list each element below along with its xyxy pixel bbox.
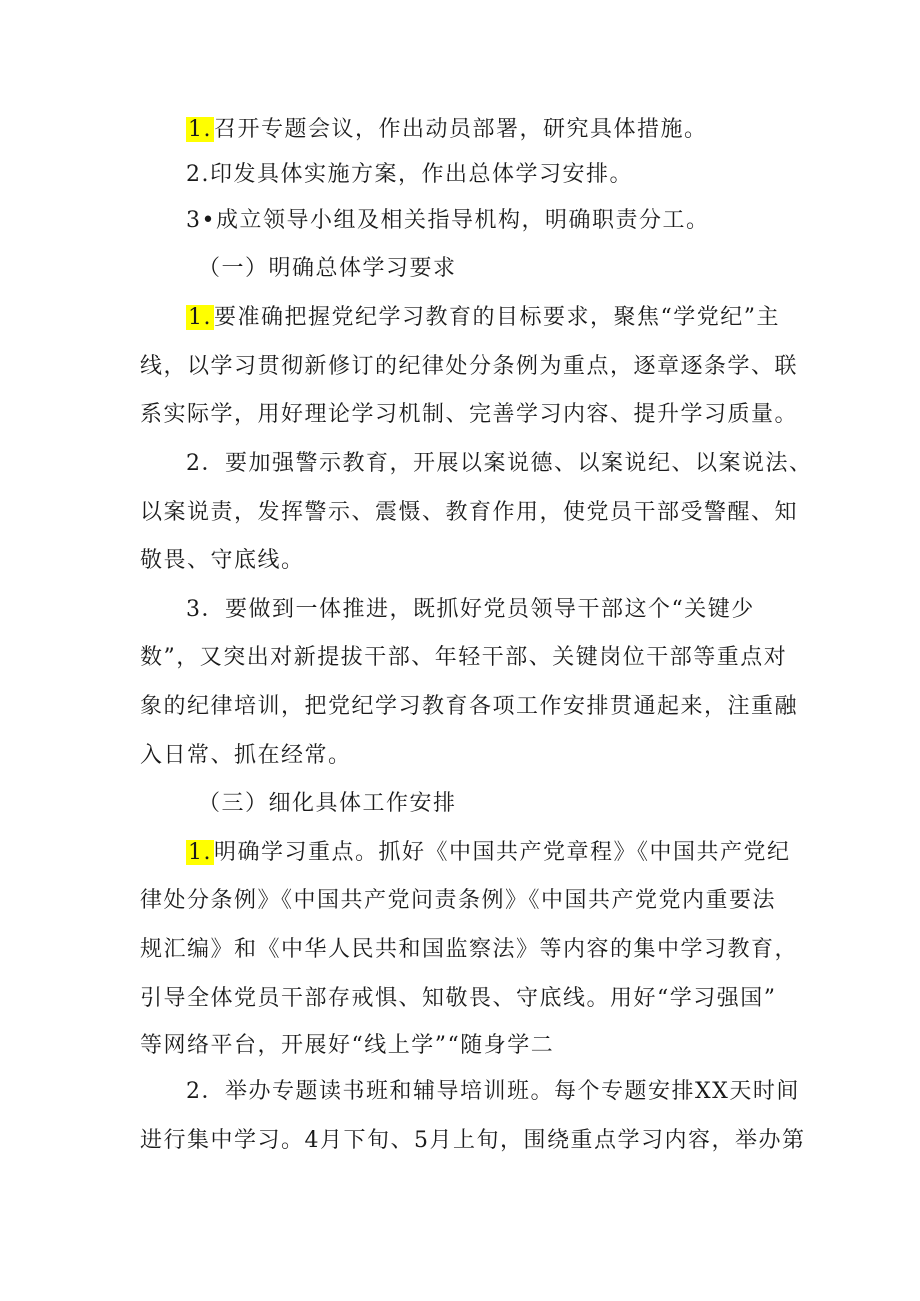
- highlight-marker: 1.: [188, 117, 212, 142]
- paragraph-line: 2.印发具体实施方案，作出总体学习安排。: [186, 162, 633, 187]
- paragraph-line: 系实际学，用好理论学习机制、完善学习内容、提升学习质量。: [140, 402, 799, 427]
- highlight-marker: 1.: [188, 305, 212, 330]
- paragraph-line: 象的纪律培训，把党纪学习教育各项工作安排贯通起来，注重融: [140, 694, 799, 719]
- paragraph-line: 进行集中学习。4月下旬、5月上旬，围绕重点学习内容，举办第: [140, 1128, 806, 1153]
- paragraph-line: 1.明确学习重点。抓好《中国共产党章程》《中国共产党纪: [188, 840, 791, 865]
- paragraph-line: 3•成立领导小组及相关指导机构，明确职责分工。: [186, 208, 710, 233]
- paragraph-line: 2．举办专题读书班和辅导培训班。每个专题安排XX天时间: [186, 1079, 800, 1104]
- paragraph-line: 规汇编》和《中华人民共和国监察法》等内容的集中学习教育，: [140, 937, 799, 962]
- section-heading: （一）明确总体学习要求: [198, 256, 457, 281]
- paragraph-line: 线，以学习贯彻新修订的纪律处分条例为重点，逐章逐条学、联: [140, 354, 799, 379]
- paragraph-line: 数”，又突出对新提拔干部、年轻干部、关键岗位干部等重点对: [140, 645, 788, 670]
- paragraph-line: 敬畏、守底线。: [140, 548, 305, 573]
- paragraph-line: 2．要加强警示教育，开展以案说德、以案说纪、以案说法、: [186, 451, 813, 476]
- paragraph-line: 1.召开专题会议，作出动员部署，研究具体措施。: [188, 117, 708, 142]
- paragraph-line: 以案说责，发挥警示、震慑、教育作用，使党员干部受警醒、知: [140, 500, 799, 525]
- paragraph-line: 引导全体党员干部存戒惧、知敬畏、守底线。用好“学习强国”: [140, 986, 777, 1011]
- paragraph-line: 3．要做到一体推进，既抓好党员领导干部这个“关键少: [186, 597, 755, 622]
- highlight-marker: 1.: [188, 840, 212, 865]
- paragraph-line: 入日常、抓在经常。: [140, 743, 352, 768]
- paragraph-line: 等网络平台，开展好“线上学”“随身学二: [140, 1033, 555, 1058]
- section-heading: （三）细化具体工作安排: [198, 791, 457, 816]
- paragraph-line: 律处分条例》《中国共产党问责条例》《中国共产党党内重要法: [140, 888, 777, 913]
- paragraph-line: 1.要准确把握党纪学习教育的目标要求，聚焦“学党纪”主: [188, 305, 780, 330]
